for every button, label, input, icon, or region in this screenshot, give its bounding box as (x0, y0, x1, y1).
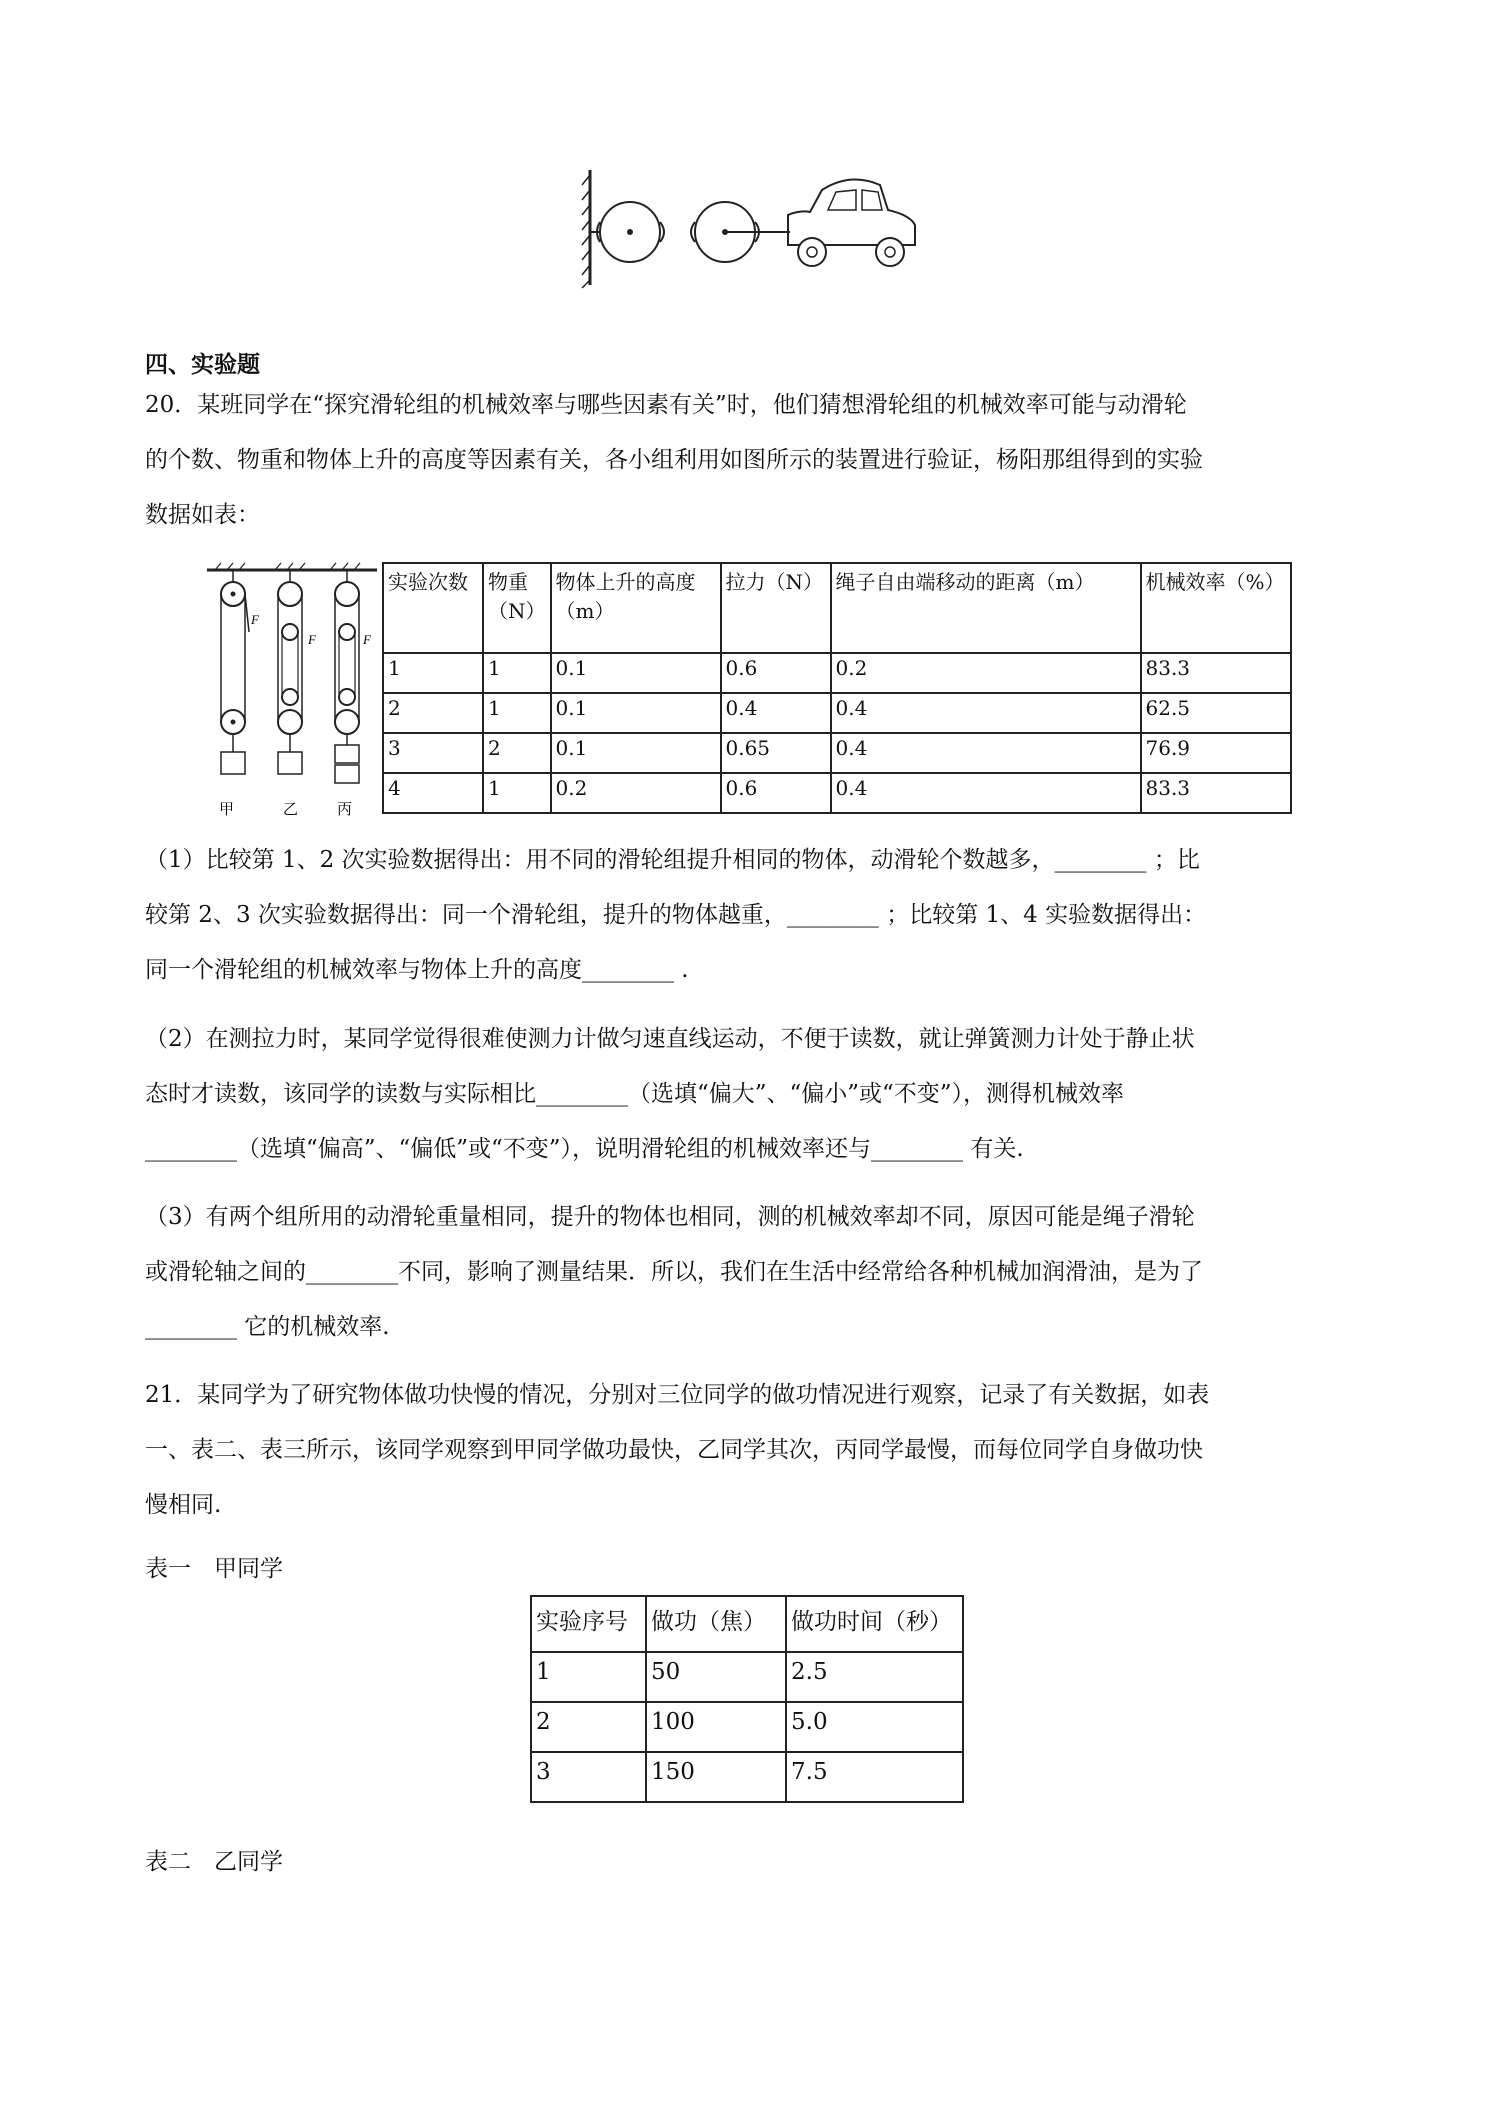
table-cell: 50 (646, 1652, 786, 1702)
q20-part1-line: 较第 2、3 次实验数据得出：同一个滑轮组，提升的物体越重，________ ；比较第 1、4 实验数据得出： (145, 902, 1207, 928)
q20-part2 (145, 1012, 1345, 1177)
table-cell: 0.65 (721, 733, 831, 773)
table-header-cell: 做功（焦） (646, 1596, 786, 1652)
q20-intro-line: 20．某班同学在“探究滑轮组的机械效率与哪些因素有关”时，他们猜想滑轮组的机械效率可能与动滑轮 (145, 392, 1187, 418)
table-header-cell: 物重 （N） (483, 563, 551, 653)
table-header-cell: 实验序号 (531, 1596, 646, 1652)
q20-part3 (145, 1190, 1345, 1355)
section-heading: 四、实验题 (145, 352, 260, 378)
figure-label: 乙 (283, 800, 299, 818)
table1-caption: 表一 甲同学 (145, 1556, 283, 1582)
q21-intro (145, 1368, 1345, 1533)
q20-part1 (145, 833, 1345, 998)
table-cell: 0.2 (551, 773, 721, 813)
table-cell: 7.5 (786, 1752, 963, 1802)
q21-intro-line: 一、表二、表三所示，该同学观察到甲同学做功最快，乙同学其次，丙同学最慢，而每位同学自身做功快 (145, 1437, 1203, 1463)
table-cell: 83.3 (1141, 773, 1292, 813)
table-cell: 0.2 (831, 653, 1141, 693)
table-cell: 1 (483, 653, 551, 693)
table-cell: 100 (646, 1702, 786, 1752)
figure-label: 甲 (219, 800, 235, 818)
pulley-systems-figure (205, 562, 380, 822)
q20-part3-line: （3）有两个组所用的动滑轮重量相同，提升的物体也相同，测的机械效率却不同，原因可能是绳子滑轮 (145, 1204, 1195, 1230)
table-header-cell: 拉力（N） (721, 563, 831, 653)
table-cell: 0.4 (831, 773, 1141, 813)
q20-intro (145, 378, 1345, 543)
table-row (531, 1752, 963, 1802)
table-cell: 1 (483, 773, 551, 813)
table-cell: 0.4 (721, 693, 831, 733)
q20-part1-line: （1）比较第 1、2 次实验数据得出：用不同的滑轮组提升相同的物体，动滑轮个数越多，________ ；比 (145, 847, 1200, 873)
q20-part2-line: ________（选填“偏高”、“偏低”或“不变”），说明滑轮组的机械效率还与________ 有关. (145, 1136, 1024, 1162)
figure-label: 丙 (337, 800, 353, 818)
table-cell: 2 (383, 693, 483, 733)
table-header-cell: 实验次数 (383, 563, 483, 653)
table-row (383, 733, 1291, 773)
table-cell: 2 (483, 733, 551, 773)
table2-caption: 表二 乙同学 (145, 1849, 283, 1875)
table-header-cell: 物体上升的高度 （m） (551, 563, 721, 653)
q20-intro-line: 数据如表： (145, 502, 260, 528)
q21-table1 (530, 1595, 964, 1803)
table-cell: 62.5 (1141, 693, 1292, 733)
pulley-car-figure (560, 160, 940, 290)
table-cell: 0.4 (831, 693, 1141, 733)
table-header-cell: 绳子自由端移动的距离（m） (831, 563, 1141, 653)
table-cell: 0.4 (831, 733, 1141, 773)
force-label: F (308, 632, 316, 647)
table-cell: 83.3 (1141, 653, 1292, 693)
table-cell: 0.6 (721, 653, 831, 693)
q20-part1-line: 同一个滑轮组的机械效率与物体上升的高度________ . (145, 957, 689, 983)
table-cell: 0.1 (551, 653, 721, 693)
table-row (531, 1702, 963, 1752)
force-label: F (251, 612, 259, 627)
table-cell: 0.6 (721, 773, 831, 813)
table-row (531, 1652, 963, 1702)
table-row (383, 653, 1291, 693)
table-cell: 1 (383, 653, 483, 693)
table-cell: 1 (531, 1652, 646, 1702)
q20-part2-line: （2）在测拉力时，某同学觉得很难使测力计做匀速直线运动，不便于读数，就让弹簧测力计处于静止状 (145, 1026, 1195, 1052)
table-row (383, 693, 1291, 733)
table-cell: 150 (646, 1752, 786, 1802)
table-cell: 2 (531, 1702, 646, 1752)
q20-part3-line: 或滑轮轴之间的________不同，影响了测量结果．所以，我们在生活中经常给各种机械加润滑油，是为了 (145, 1259, 1203, 1285)
table-header-cell: 做功时间（秒） (786, 1596, 963, 1652)
table-cell: 4 (383, 773, 483, 813)
table-cell: 76.9 (1141, 733, 1292, 773)
table-cell: 0.1 (551, 733, 721, 773)
force-label: F (363, 632, 371, 647)
table-cell: 2.5 (786, 1652, 963, 1702)
table-cell: 3 (383, 733, 483, 773)
table-header-cell: 机械效率（%） (1141, 563, 1292, 653)
table-header-row (531, 1596, 963, 1652)
q20-part3-line: ________ 它的机械效率. (145, 1314, 390, 1340)
table-cell: 1 (483, 693, 551, 733)
q20-data-table (382, 562, 1292, 814)
table-cell: 5.0 (786, 1702, 963, 1752)
q20-part2-line: 态时才读数，该同学的读数与实际相比________（选填“偏大”、“偏小”或“不变”），测得机械效率 (145, 1081, 1125, 1107)
q21-intro-line: 慢相同. (145, 1492, 222, 1518)
q21-intro-line: 21．某同学为了研究物体做功快慢的情况，分别对三位同学的做功情况进行观察，记录了有关数据，如表 (145, 1382, 1210, 1408)
table-header-row (383, 563, 1291, 653)
table-row (383, 773, 1291, 813)
table-cell: 0.1 (551, 693, 721, 733)
table-cell: 3 (531, 1752, 646, 1802)
q20-intro-line: 的个数、物重和物体上升的高度等因素有关，各小组利用如图所示的装置进行验证，杨阳那组得到的实验 (145, 447, 1203, 473)
